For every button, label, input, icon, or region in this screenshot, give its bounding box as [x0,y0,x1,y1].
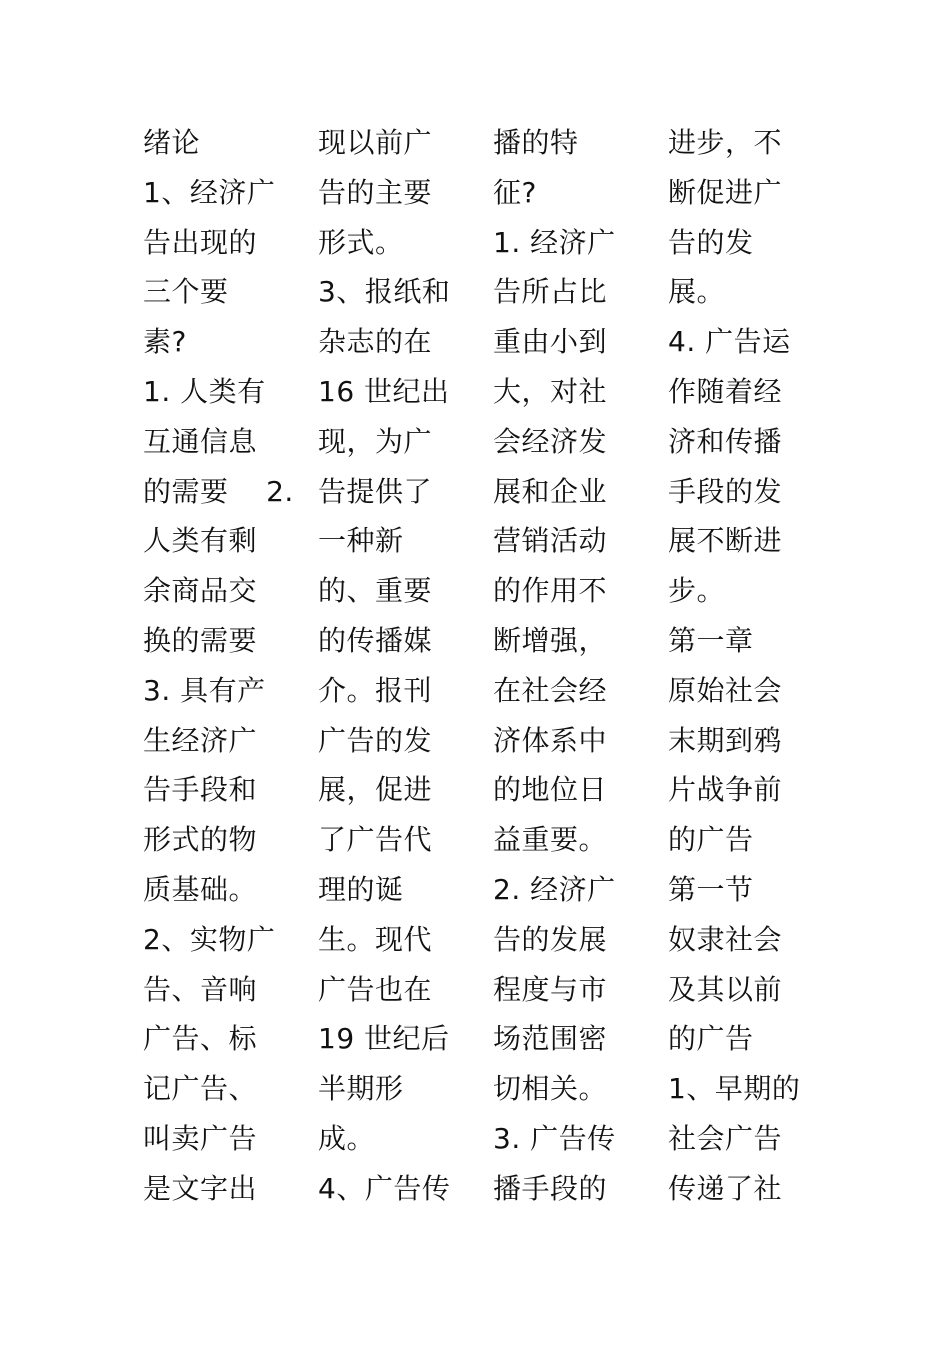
text-line: 断促进广 [668,175,783,209]
text-line: 第一节 [668,872,754,906]
text-line: 形式的物 [143,823,258,857]
text-line: 现以前广 [318,126,433,159]
text-line: 互通信息 [143,424,258,458]
text-line: 19 世纪后 [318,1022,450,1056]
text-line: 3、报纸和 [318,275,451,309]
text-line: 社会广告 [668,1121,783,1155]
text-line: 的、重要 [318,574,433,608]
text-line: 的广告 [668,1022,754,1056]
text-line: 展和企业 [493,474,608,508]
text-line: 的作用不 [493,574,608,608]
text-column-4 [668,118,848,1214]
text-line: 告所占比 [493,275,608,309]
text-line: 手段的发 [668,474,783,508]
text-line: 告的发展 [493,922,608,956]
text-line: 的需要 2. [143,474,294,508]
text-line: 片战争前 [668,773,783,807]
text-line: 播的特 [493,126,579,159]
text-line: 奴隶社会 [668,922,783,956]
text-line: 叫卖广告 [143,1121,258,1155]
text-line: 告、音响 [143,972,258,1006]
text-line: 展不断进 [668,524,783,558]
text-line: 的传播媒 [318,623,433,657]
text-line: 生经济广 [143,723,258,757]
text-line: 理的诞 [318,872,404,906]
text-line: 程度与市 [493,972,608,1006]
text-line: 传递了社 [668,1171,783,1205]
text-column-1 [143,118,323,1214]
text-line: 营销活动 [493,524,608,558]
text-line: 余商品交 [143,574,258,608]
text-line: 济体系中 [493,723,608,757]
text-line: 是文字出 [143,1171,258,1205]
text-line: 素? [143,325,187,359]
text-line: 末期到鸦 [668,723,783,757]
text-line: 告的主要 [318,175,433,209]
text-line: 切相关。 [493,1072,608,1106]
text-line: 场范围密 [493,1022,608,1056]
text-line: 成。 [318,1121,376,1155]
text-line: 1、早期的 [668,1072,801,1106]
text-line: 2、实物广 [143,922,276,956]
text-line: 步。 [668,574,726,608]
text-line: 及其以前 [668,972,783,1006]
text-line: 质基础。 [143,872,258,906]
text-line: 告提供了 [318,474,433,508]
text-line: 形式。 [318,225,404,259]
text-line: 征? [493,175,537,209]
text-column-2 [318,118,498,1214]
text-line: 济和传播 [668,424,783,458]
text-line: 在社会经 [493,673,608,707]
text-line: 益重要。 [493,823,608,857]
text-line: 1、经济广 [143,175,276,209]
text-line: 告手段和 [143,773,258,807]
text-line: 告出现的 [143,225,258,259]
text-line: 3. 具有产 [143,673,266,707]
text-line: 原始社会 [668,673,783,707]
text-line: 展，促进 [318,773,433,807]
text-line: 进步，不 [668,126,783,159]
text-line: 会经济发 [493,424,608,458]
text-line: 重由小到 [493,325,608,359]
text-line: 广告的发 [318,723,433,757]
text-line: 记广告、 [143,1072,258,1106]
text-line: 3. 广告传 [493,1121,616,1155]
text-line: 生。现代 [318,922,433,956]
text-line: 现，为广 [318,424,433,458]
text-line: 绪论 [143,126,201,159]
text-line: 了广告代 [318,823,433,857]
text-column-3 [493,118,673,1214]
text-line: 换的需要 [143,623,258,657]
text-line: 半期形 [318,1072,404,1106]
text-line: 作随着经 [668,374,783,408]
text-line: 播手段的 [493,1171,608,1205]
text-line: 的广告 [668,823,754,857]
text-line: 三个要 [143,275,229,309]
text-line: 告的发 [668,225,754,259]
text-line: 第一章 [668,623,754,657]
text-line: 4. 广告运 [668,325,791,359]
text-line: 介。报刊 [318,673,433,707]
text-line: 16 世纪出 [318,374,450,408]
text-line: 杂志的在 [318,325,433,359]
text-line: 1. 经济广 [493,225,616,259]
text-line: 广告也在 [318,972,433,1006]
text-line: 广告、标 [143,1022,258,1056]
text-line: 的地位日 [493,773,608,807]
text-line: 4、广告传 [318,1171,451,1205]
text-line: 一种新 [318,524,404,558]
text-line: 大，对社 [493,374,608,408]
text-line: 展。 [668,275,726,309]
text-line: 1. 人类有 [143,374,266,408]
text-line: 2. 经济广 [493,872,616,906]
text-line: 人类有剩 [143,524,258,558]
text-line: 断增强， [493,623,608,657]
